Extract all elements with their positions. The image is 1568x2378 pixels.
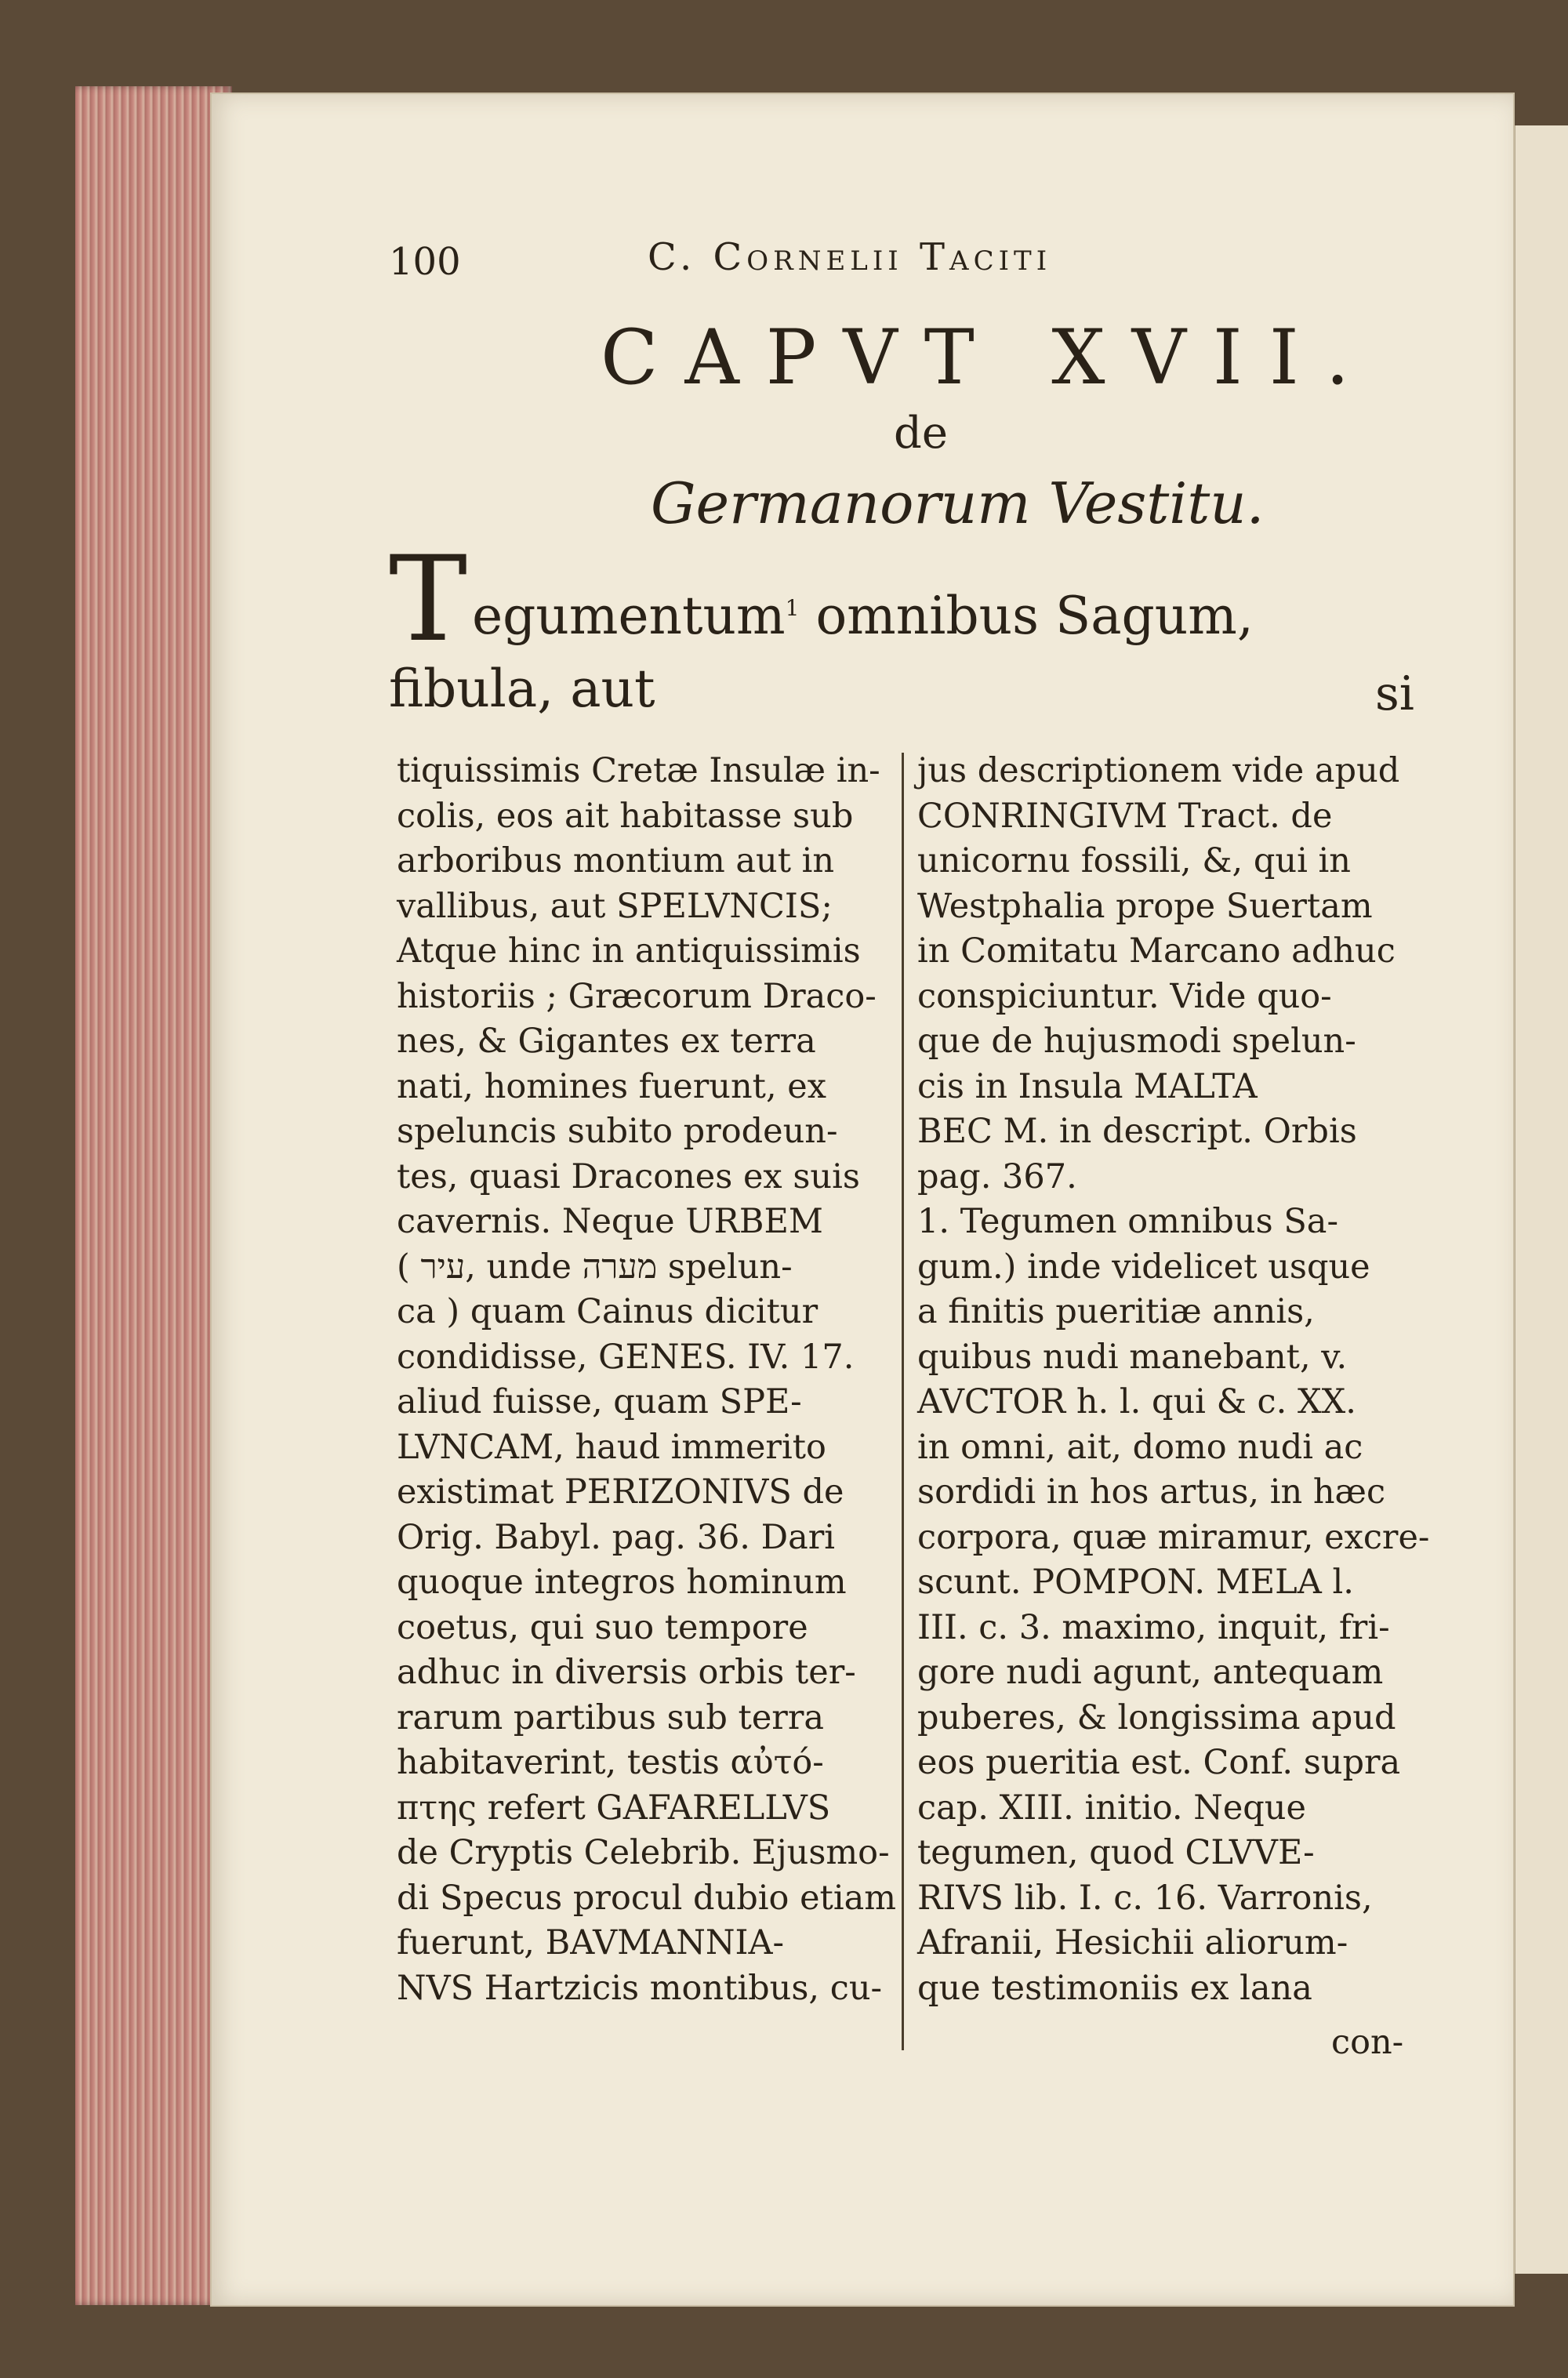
text-line: tiquissimis Cretæ Insulæ in- (397, 751, 880, 790)
text-line: gore nudi agunt, antequam (917, 1653, 1384, 1692)
catchword: con- (1331, 2023, 1404, 2062)
text-line: jus descriptionem vide apud (917, 751, 1400, 790)
intro-paragraph (389, 532, 1424, 719)
running-head (389, 235, 1189, 290)
text-line: 1. Tegumen omnibus Sa- (917, 1202, 1338, 1241)
text-line: que testimoniis ex lana (917, 1968, 1312, 2008)
text-line: gum.) inde videlicet usque (917, 1247, 1370, 1287)
text-line: fuerunt, BAVMANNIA- (397, 1923, 785, 1962)
chapter-heading: CAPVT XVII. (601, 314, 1377, 401)
text-line: vallibus, aut SPELVNCIS; (397, 886, 833, 926)
page-number: 100 (389, 240, 461, 284)
text-line: in omni, ait, domo nudi ac (917, 1427, 1363, 1467)
text-line: Afranii, Hesichii aliorum- (917, 1923, 1348, 1962)
chapter-de: de (894, 408, 948, 459)
text-line: scunt. POMPON. MELA l. (917, 1563, 1354, 1602)
footnote-column-right (917, 749, 1429, 2011)
text-line: adhuc in diversis orbis ter- (397, 1653, 856, 1692)
text-line: NVS Hartzicis montibus, cu- (397, 1968, 883, 2008)
text-line: πτης refert GAFARELLVS (397, 1788, 831, 1828)
text-line: aliud fuisse, quam SPE- (397, 1382, 802, 1421)
text-line: tes, quasi Dracones ex suis (397, 1156, 860, 1196)
text-line: in Comitatu Marcano adhuc (917, 931, 1396, 971)
text-line: coetus, qui suo tempore (397, 1607, 808, 1647)
text-line: pag. 367. (917, 1156, 1077, 1196)
text-line: LVNCAM, haud immerito (397, 1427, 826, 1467)
text-line: cap. XIII. initio. Neque (917, 1788, 1306, 1828)
chapter-subtitle: Germanorum Vestitu. (651, 470, 1265, 536)
text-line: colis, eos ait habitasse sub (397, 796, 854, 836)
text-line: RIVS lib. I. c. 16. Varronis, (917, 1878, 1373, 1918)
text-line: speluncis subito prodeun- (397, 1112, 838, 1151)
text-line: nati, homines fuerunt, ex (397, 1066, 826, 1106)
text-line: quibus nudi manebant, v. (917, 1337, 1348, 1377)
footnote-mark: 1 (785, 595, 800, 621)
text-line: eos pueritia est. Conf. supra (917, 1743, 1401, 1782)
text-line: conspiciuntur. Vide quo- (917, 976, 1332, 1016)
text-line: Westphalia prope Suertam (917, 886, 1373, 926)
text-line: cavernis. Neque URBEM (397, 1202, 823, 1241)
text-line: condidisse, GENES. IV. 17. (397, 1337, 855, 1377)
text-line: existimat PERIZONIVS de (397, 1472, 844, 1512)
intro-text-start: egumentum (472, 586, 786, 646)
facing-page-edge (1513, 125, 1568, 2274)
text-line: CONRINGIVM Tract. de (917, 796, 1333, 836)
text-line: historiis ; Græcorum Draco- (397, 976, 877, 1016)
drop-cap: T (389, 532, 468, 668)
text-line: Atque hinc in antiquissimis (397, 931, 861, 971)
text-line: III. c. 3. maximo, inquit, fri- (917, 1607, 1390, 1647)
text-line: que de hujusmodi spelun- (917, 1022, 1356, 1061)
column-divider (902, 753, 904, 2050)
text-line: corpora, quæ miramur, excre- (917, 1517, 1430, 1557)
text-line: sordidi in hos artus, in hæc (917, 1472, 1386, 1512)
text-line: puberes, & longissima apud (917, 1697, 1396, 1737)
running-title: C. Cornelii Taciti (648, 235, 1052, 279)
text-line: a finitis pueritiæ annis, (917, 1292, 1315, 1331)
text-line: unicornu fossili, &, qui in (917, 841, 1351, 880)
book-page-edges (75, 86, 232, 2305)
footnote-column-left (397, 749, 896, 2011)
text-line: tegumen, quod CLVVE- (917, 1833, 1315, 1872)
text-line: de Cryptis Celebrib. Ejusmo- (397, 1833, 890, 1872)
text-line: ( עיר, unde מערה spelun- (397, 1247, 793, 1287)
text-line: quoque integros hominum (397, 1563, 847, 1602)
intro-text-end: omnibus Sagum, fibula, aut (389, 586, 1254, 719)
text-line: BEC M. in descript. Orbis (917, 1112, 1357, 1151)
text-line: habitaverint, testis αὐτό- (397, 1743, 824, 1782)
intro-catch-line: si (1375, 666, 1414, 721)
text-line: nes, & Gigantes ex terra (397, 1022, 816, 1061)
text-line: Orig. Babyl. pag. 36. Dari (397, 1517, 836, 1557)
text-line: arboribus montium aut in (397, 841, 835, 880)
text-line: rarum partibus sub terra (397, 1697, 825, 1737)
text-line: ca ) quam Cainus dicitur (397, 1292, 818, 1331)
text-line: cis in Insula MALTA (917, 1066, 1258, 1106)
text-line: AVCTOR h. l. qui & c. XX. (917, 1382, 1356, 1421)
text-line: di Specus procul dubio etiam (397, 1878, 897, 1918)
